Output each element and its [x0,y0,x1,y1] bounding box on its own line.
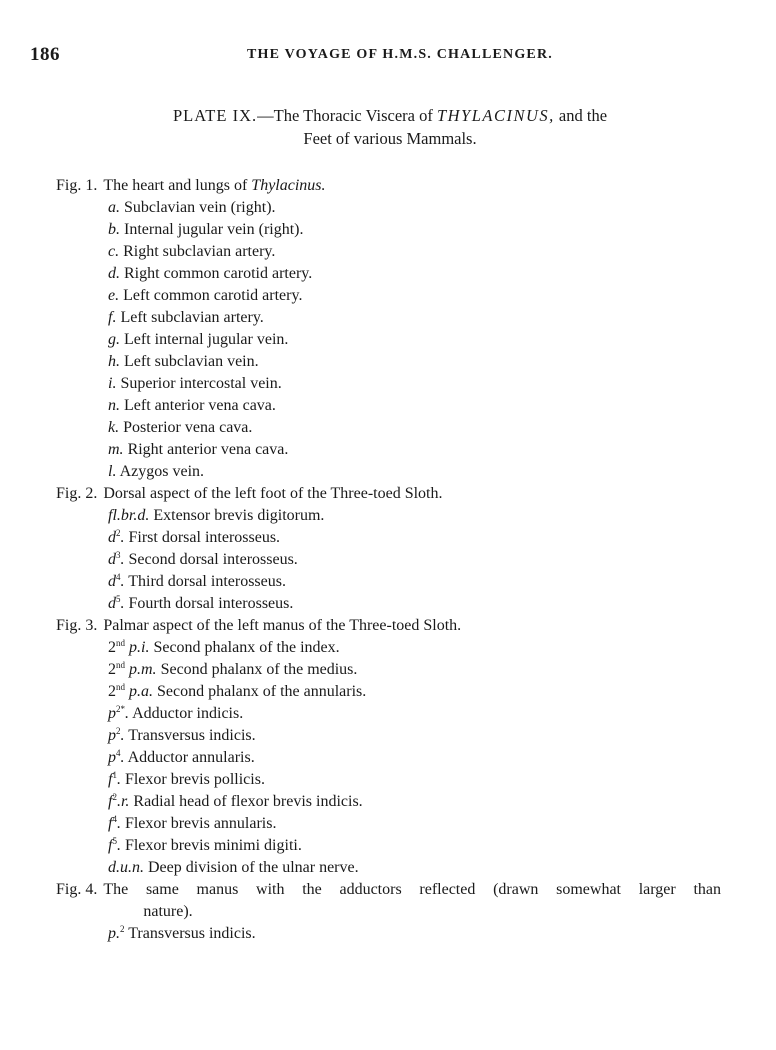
figure-description [103,483,721,505]
key-superscript: 2 [120,924,125,934]
key-letter [108,529,125,546]
figure-key-item [108,439,721,461]
plate-genus: THYLACINUS, [436,106,555,125]
key-symbol: p [108,727,116,744]
running-title: THE VOYAGE OF H.M.S. CHALLENGER. [247,47,553,62]
figure-key-list [56,637,721,879]
key-description: Second phalanx of the medius. [160,661,358,678]
key-letter [108,441,124,458]
key-letter [108,287,119,304]
figure-key-item [108,197,721,219]
figure-heading [56,175,721,197]
key-number: 2 [108,639,116,656]
key-description: Second phalanx of the index. [153,639,340,656]
figure-key-item [108,835,721,857]
figure-heading [56,483,721,505]
key-letter [108,573,125,590]
key-description: Third dorsal interosseus. [128,573,286,590]
key-symbol: l. [108,463,117,480]
figure-key-item [108,351,721,373]
key-symbol: d [108,551,116,568]
key-symbol: g. [108,331,120,348]
key-symbol: b. [108,221,120,238]
key-superscript: 5 [112,836,117,846]
key-letter [108,925,125,942]
figure-heading [56,879,721,923]
key-symbol: f [108,837,113,854]
key-superscript: 4 [116,572,121,582]
key-letter [108,353,120,370]
key-letter [108,661,157,678]
key-suffix: . [116,815,121,832]
key-letter [108,727,125,744]
key-superscript: 2 [112,792,117,802]
key-description: Second phalanx of the annularis. [157,683,367,700]
plate-title-pre: —The Thoracic Viscera of [257,106,437,125]
key-description: Second dorsal interosseus. [128,551,298,568]
key-letter [108,397,120,414]
key-letter [108,859,144,876]
figure-key-item [108,527,721,549]
figure-key-item [108,395,721,417]
key-letter [108,199,120,216]
figure-key-item [108,461,721,483]
key-letter [108,507,149,524]
key-letter [108,243,119,260]
key-description: Left subclavian vein. [124,353,259,370]
figure-description [103,175,721,197]
page-number: 186 [30,44,60,65]
figure-key-list [56,923,721,945]
figure-3 [56,615,721,879]
figure-key-item [108,417,721,439]
key-description: Transversus indicis. [128,727,256,744]
key-suffix: . [125,705,129,722]
key-symbol: k. [108,419,120,436]
plate-title-line-1 [60,104,720,127]
key-description: Flexor brevis annularis. [124,815,277,832]
key-symbol: p [108,705,116,722]
key-description: Flexor brevis pollicis. [124,771,265,788]
figure-key-item [108,307,721,329]
figure-key-item [108,593,721,615]
figure-key-item [108,285,721,307]
key-symbol: a. [108,199,120,216]
key-description: Left internal jugular vein. [124,331,289,348]
key-symbol: p.i. [129,639,150,656]
key-symbol: m. [108,441,124,458]
figure-key-item [108,725,721,747]
key-description: Adductor indicis. [132,705,244,722]
key-symbol: c. [108,243,120,260]
key-suffix: . [120,573,125,590]
key-letter [108,419,119,436]
key-superscript: 1 [112,770,117,780]
key-symbol: p.a. [129,683,153,700]
key-superscript: 5 [116,594,121,604]
key-letter [108,639,149,656]
key-suffix: . [116,771,121,788]
figure-key-item [108,373,721,395]
figure-label: Fig. 4. [56,881,98,898]
figure-key-item [108,659,721,681]
figure-label: Fig. 1. [56,177,98,194]
key-superscript: 4 [112,814,117,824]
key-symbol: f [108,815,113,832]
key-superscript: 2 [116,528,121,538]
key-letter [108,683,153,700]
figure-heading [56,615,721,637]
key-description: Internal jugular vein (right). [124,221,304,238]
key-symbol: d [108,573,116,590]
key-superscript: 2 [116,726,121,736]
key-description: Fourth dorsal interosseus. [128,595,294,612]
key-description: Right common carotid artery. [124,265,313,282]
figure-genus: Thylacinus. [251,177,326,194]
key-description: Left subclavian artery. [120,309,264,326]
key-letter [108,749,125,766]
key-description: Posterior vena cava. [123,419,253,436]
key-letter [108,793,129,810]
key-symbol: d.u.n. [108,859,144,876]
figure-key-list [56,197,721,483]
key-suffix: . [120,595,125,612]
key-suffix: . [120,551,125,568]
figure-key-item [108,219,721,241]
key-description: Subclavian vein (right). [124,199,276,216]
key-symbol: d [108,595,116,612]
key-letter [108,595,125,612]
plate-label: PLATE IX. [172,106,258,125]
figure-key-item [108,857,721,879]
plate-title [60,104,720,150]
figure-key-item [108,329,721,351]
figure-key-item [108,813,721,835]
key-suffix: . [120,727,125,744]
key-symbol: e. [108,287,120,304]
key-symbol: f [108,793,113,810]
figure-key-item [108,703,721,725]
figure-key-item [108,505,721,527]
key-number-ordinal: nd [116,682,125,692]
key-description: Right subclavian artery. [123,243,276,260]
key-letter [108,837,121,854]
key-letter [108,331,120,348]
key-letter [108,463,116,480]
key-letter [108,771,121,788]
key-description: Superior intercostal vein. [120,375,282,392]
key-superscript: 2* [116,704,125,714]
figure-key-item [108,549,721,571]
figure-captions [56,175,721,945]
key-letter [108,551,125,568]
key-symbol: f [108,771,113,788]
key-letter [108,705,129,722]
key-number: 2 [108,661,116,678]
key-number-ordinal: nd [116,660,125,670]
key-symbol: h. [108,353,120,370]
figure-2 [56,483,721,615]
key-symbol: n. [108,397,120,414]
key-symbol: f. [108,309,117,326]
figure-key-list [56,505,721,615]
key-suffix: . [116,837,121,854]
key-description: Radial head of flexor brevis indicis. [133,793,363,810]
key-description: First dorsal interosseus. [128,529,281,546]
key-suffix: .r. [116,793,130,810]
figure-description-text: Dorsal aspect of the left foot of the Three-toed Sloth. [103,485,443,502]
figure-key-item [108,263,721,285]
key-letter [108,815,121,832]
key-number: 2 [108,683,116,700]
plate-title-line-2: Feet of various Mammals. [303,129,477,148]
figure-description-continuation: nature). [143,903,193,920]
key-description: Adductor annularis. [127,749,255,766]
figure-1 [56,175,721,483]
figure-key-item [108,637,721,659]
key-description: Left anterior vena cava. [124,397,276,414]
figure-key-item [108,681,721,703]
figure-key-item [108,791,721,813]
key-description: Right anterior vena cava. [127,441,289,458]
figure-description-text: Palmar aspect of the left manus of the Three-toed Sloth. [103,617,462,634]
key-letter [108,309,116,326]
key-symbol: p [108,749,116,766]
key-symbol: d. [108,265,120,282]
key-description: Flexor brevis minimi digiti. [124,837,302,854]
key-symbol: p.m. [129,661,157,678]
figure-label: Fig. 3. [56,617,98,634]
figure-4 [56,879,721,945]
key-suffix: . [120,529,125,546]
key-letter [108,265,120,282]
figure-label: Fig. 2. [56,485,98,502]
figure-key-item [108,769,721,791]
key-symbol: p. [108,925,120,942]
figure-description-text: The heart and lungs of [103,177,252,194]
figure-key-item [108,571,721,593]
figure-description [103,615,721,637]
key-symbol: fl.br.d. [108,507,150,524]
key-superscript: 4 [116,748,121,758]
key-description: Deep division of the ulnar nerve. [148,859,359,876]
key-description: Transversus indicis. [128,925,256,942]
figure-key-item [108,241,721,263]
key-description: Left common carotid artery. [123,287,303,304]
key-letter [108,375,116,392]
key-description: Extensor brevis digitorum. [153,507,325,524]
key-number-ordinal: nd [116,638,125,648]
key-superscript: 3 [116,550,121,560]
page-header [30,44,750,68]
plate-title-post: and the [554,106,608,125]
figure-description [103,879,721,923]
key-letter [108,221,120,238]
figure-key-item [108,923,721,945]
figure-description-text: The same manus with the adductors reflected (drawn somewhat larger than [103,881,721,898]
key-description: Azygos vein. [119,463,205,480]
key-symbol: i. [108,375,117,392]
key-symbol: d [108,529,116,546]
figure-key-item [108,747,721,769]
key-suffix: . [120,749,125,766]
